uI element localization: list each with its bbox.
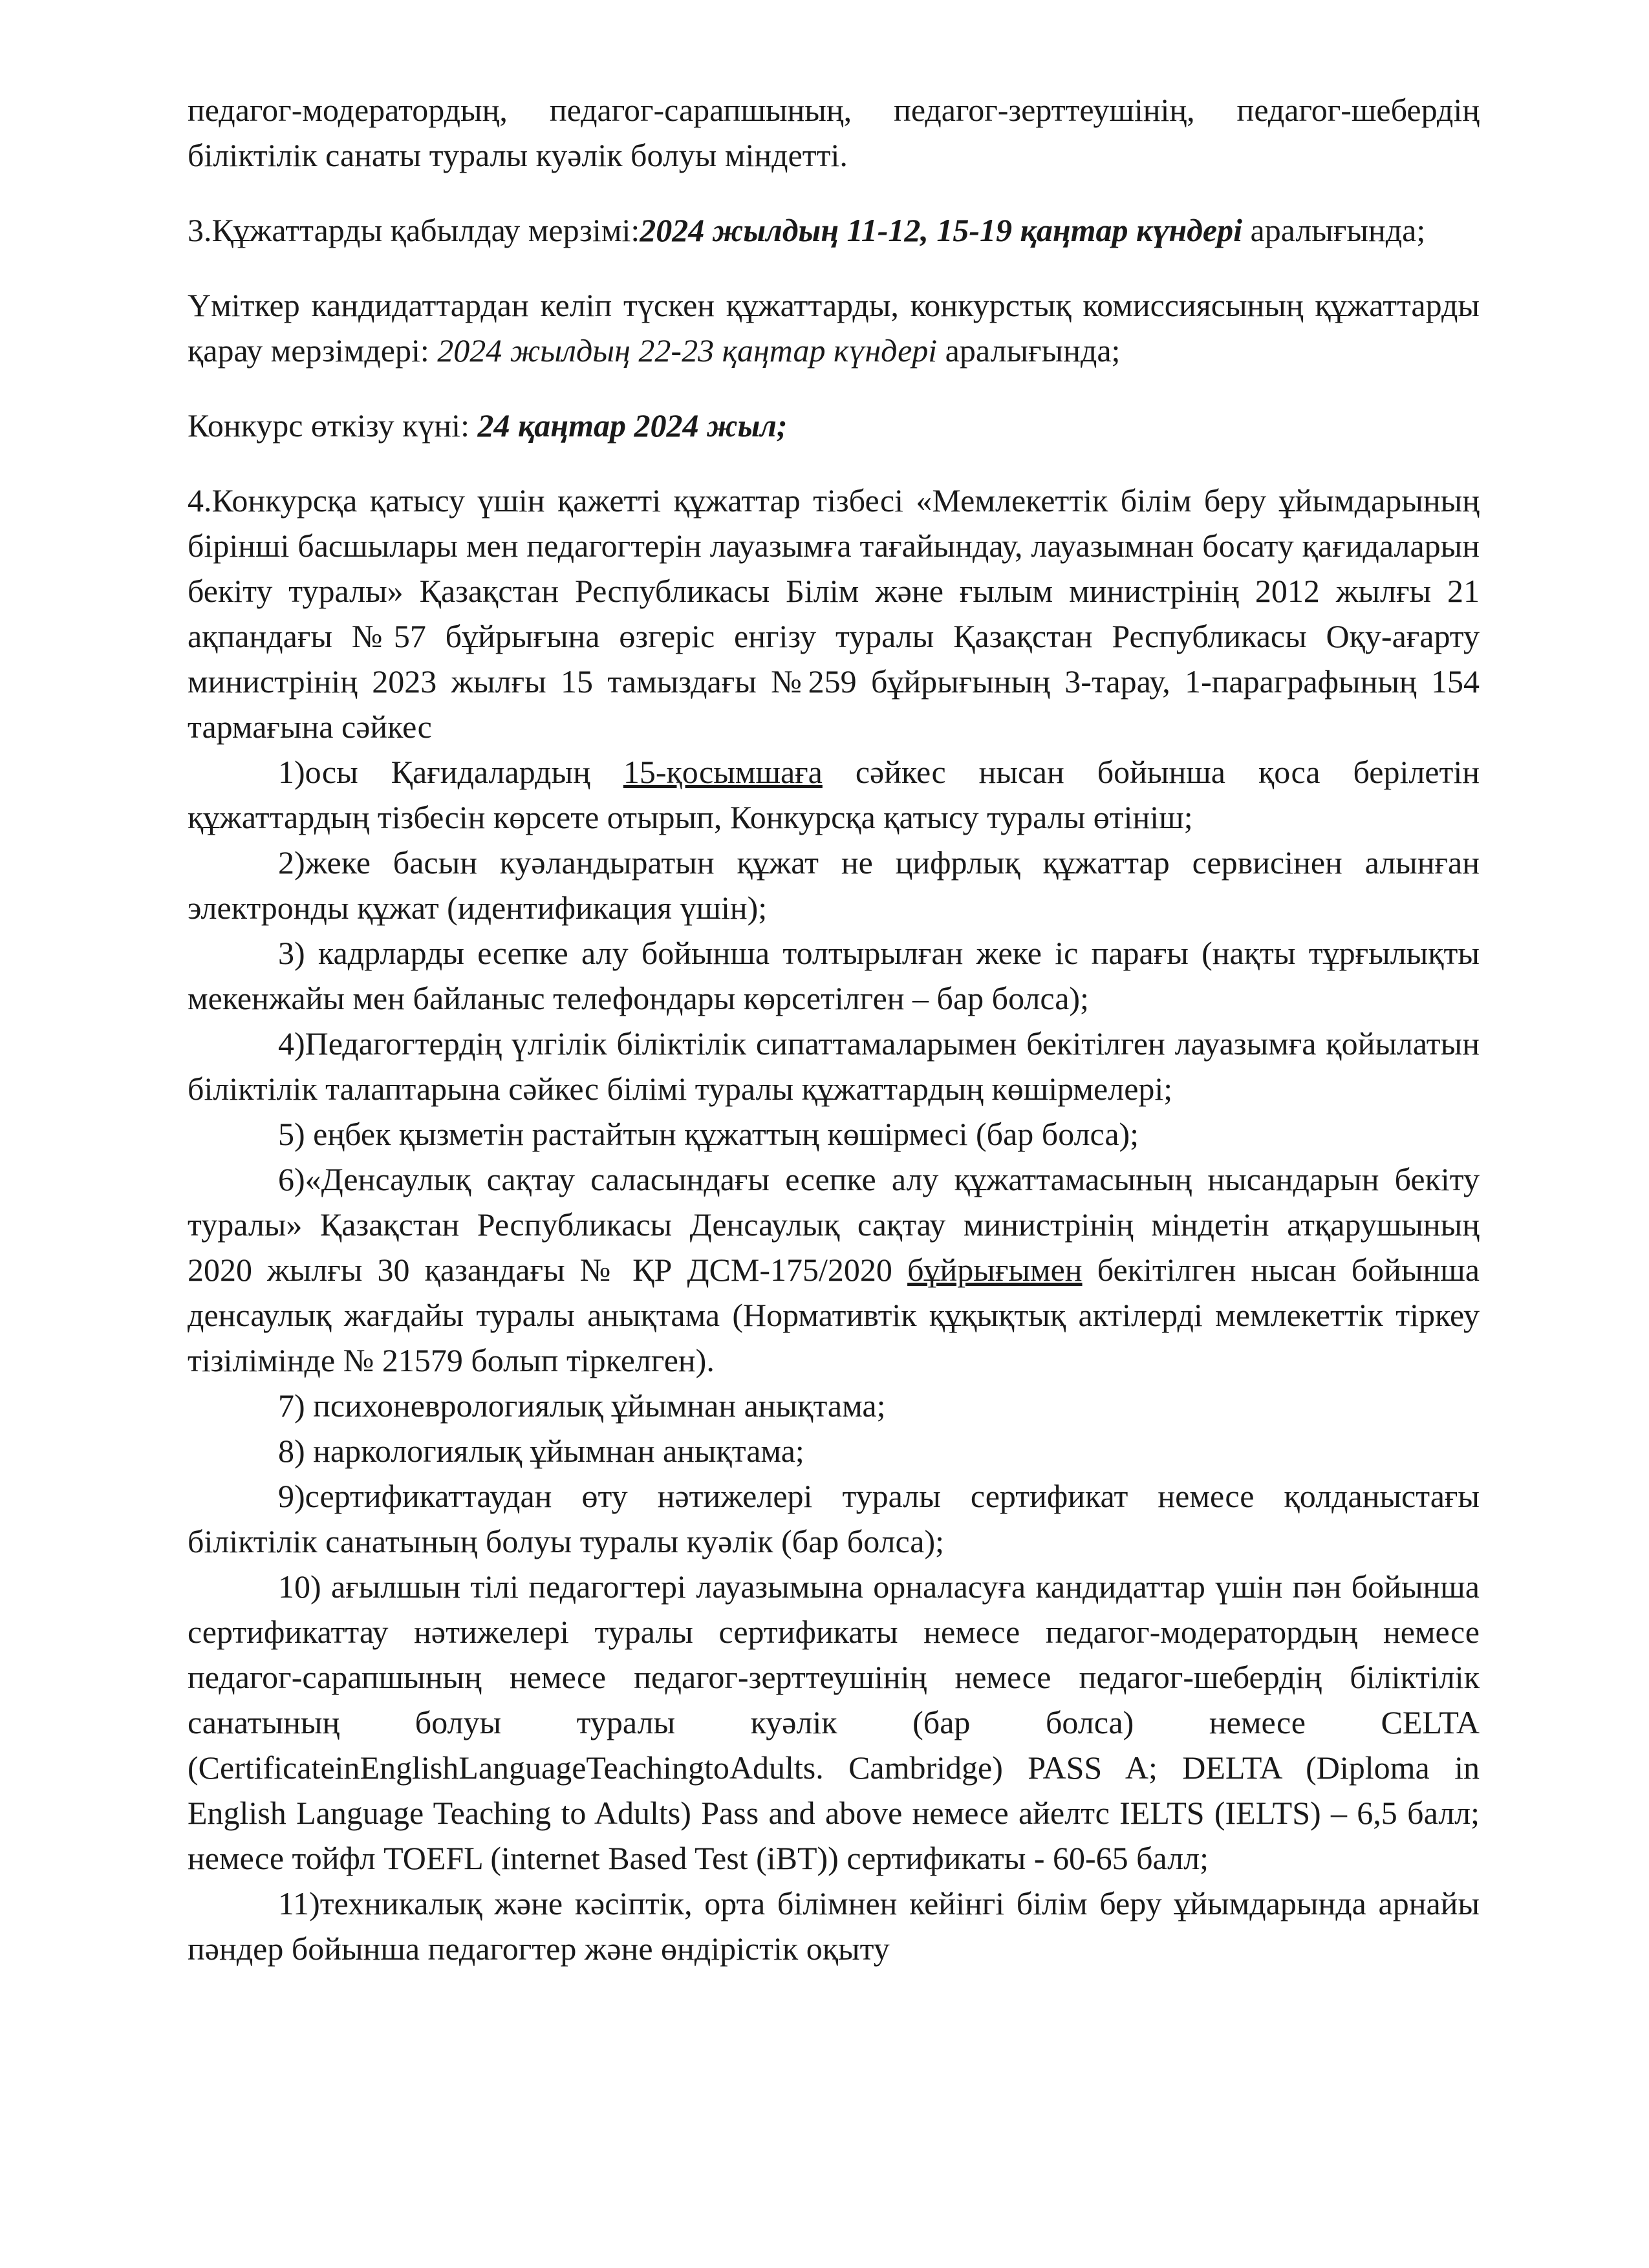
- paragraph-document-acceptance-period: [188, 208, 1480, 253]
- review-dates: 2024 жылдың 22-23 қаңтар күндері: [437, 332, 938, 369]
- paragraph-qualification-certificate: [188, 87, 1480, 178]
- list-item-9: [188, 1473, 1480, 1564]
- paragraph-text: педагог-модератордың, педагог-сарапшының, педагог-зерттеушінің, педагог-шебердің біліктілік санаты туралы куәлік болуы міндетті.: [188, 92, 1480, 173]
- list-item-7: [188, 1383, 1480, 1428]
- list-item-text: 10) ағылшын тілі педагогтері лауазымына орналасуға кандидаттар үшін пән бойынша сертификаттау нәтижелері туралы сертификаты немесе педагог-модератордың немесе педагог-сарапшының немесе педагог-зерттеушінің немесе педагог-шебердің біліктілік санатының болуы туралы куәлік (бар болса) немесе CELTA (CertificateinEnglishLanguageTeachingtoAdults. Cambridge) PASS A; DELTA (Diploma in English Language Teaching to Adults) Pass and above немесе айелтс IELTS (IELTS) – 6,5 балл; немесе тойфл TOEFL (internet Based Test (iBT)) сертификаты - 60-65 балл;: [188, 1568, 1480, 1876]
- list-item-5: [188, 1111, 1480, 1157]
- list-item-text: сәйкес нысан бойынша қоса берілетін құжаттардың тізбесін көрсете отырып, Конкурсқа қатысу туралы өтініш;: [188, 754, 1480, 835]
- list-item-text: 1)осы Қағидалардың: [278, 754, 623, 790]
- list-item-1: [188, 749, 1480, 840]
- list-item-text: 7) психоневрологиялық ұйымнан анықтама;: [278, 1387, 886, 1424]
- list-item-4: [188, 1021, 1480, 1111]
- list-item-2: [188, 840, 1480, 930]
- paragraph-required-documents-intro: [188, 478, 1480, 749]
- acceptance-dates: 2024 жылдың 11-12, 15-19 қаңтар күндері: [640, 212, 1242, 248]
- list-item-text: 11)техникалық және кәсіптік, орта білімнен кейінгі білім беру ұйымдарында арнайы пәндер бойынша педагогтер және өндірістік оқыту: [188, 1885, 1480, 1967]
- list-item-text: 8) наркологиялық ұйымнан анықтама;: [278, 1433, 804, 1469]
- list-item-text: 4)Педагогтердің үлгілік біліктілік сипаттамаларымен бекітілген лауазымға қойылатын біліктілік талаптарына сәйкес білімі туралы құжаттардың көшірмелері;: [188, 1025, 1480, 1107]
- list-item-3: [188, 930, 1480, 1021]
- list-item-text: 6)«Денсаулық сақтау саласындағы есепке алу құжаттамасының нысандарын бекіту туралы» Қазақстан Республикасы Денсаулық сақтау министрінің міндетін атқарушының 2020 жылғы 30 қазандағы № ҚР ДСМ-175/2020: [188, 1161, 1480, 1288]
- list-item-8: [188, 1428, 1480, 1473]
- acceptance-label: 3.Құжаттарды қабылдау мерзімі:: [188, 212, 640, 248]
- appendix-15-link[interactable]: 15-қосымшаға: [623, 754, 823, 790]
- list-item-text: 5) еңбек қызметін растайтын құжаттың көшірмесі (бар болса);: [278, 1116, 1139, 1152]
- list-item-10: [188, 1564, 1480, 1881]
- list-item-text: 2)жеке басын куәландыратын құжат не цифрлық құжаттар сервисінен алынған электронды құжат (идентификация үшін);: [188, 844, 1480, 926]
- review-label: Үміткер кандидаттардан келіп түскен құжаттарды, конкурстық комиссиясының құжаттарды қарау мерзімдері:: [188, 287, 1480, 369]
- paragraph-text: 4.Конкурсқа қатысу үшін қажетті құжаттар тізбесі «Мемлекеттік білім беру ұйымдарының бірінші басшылары мен педагогтерін лауазымға тағайындау, лауазымнан босату қағидаларын бекіту туралы» Қазақстан Республикасы Білім және ғылым министрінің 2012 жылғы 21 ақпандағы №57 бұйрығына өзгеріс енгізу туралы Қазақстан Республикасы Оқу-ағарту министрінің 2023 жылғы 15 тамыздағы №259 бұйрығының 3-тарау, 1-параграфының 154 тармағына сәйкес: [188, 482, 1480, 745]
- acceptance-suffix: аралығында;: [1242, 212, 1426, 248]
- paragraph-competition-date: [188, 403, 1480, 448]
- list-item-text: бекітілген нысан бойынша денсаулық жағдайы туралы анықтама (Нормативтік құқықтық актілерді мемлекеттік тіркеу тізілімінде № 21579 болып тіркелген).: [188, 1252, 1480, 1378]
- list-item-text: 3) кадрларды есепке алу бойынша толтырылған жеке іс парағы (нақты тұрғылықты мекенжайы мен байланыс телефондары көрсетілген – бар болса);: [188, 935, 1480, 1016]
- document-body: [188, 87, 1480, 1971]
- competition-date: 24 қаңтар 2024 жыл;: [477, 407, 788, 444]
- list-item-6: [188, 1157, 1480, 1383]
- list-item-11: [188, 1881, 1480, 1971]
- competition-date-label: Конкурс өткізу күні:: [188, 407, 478, 444]
- paragraph-review-period: [188, 283, 1480, 373]
- order-link[interactable]: бұйрығымен: [907, 1252, 1083, 1288]
- list-item-text: 9)сертификаттаудан өту нәтижелері туралы сертификат немесе қолданыстағы біліктілік санатының болуы туралы куәлік (бар болса);: [188, 1478, 1480, 1559]
- review-suffix: аралығында;: [937, 332, 1121, 369]
